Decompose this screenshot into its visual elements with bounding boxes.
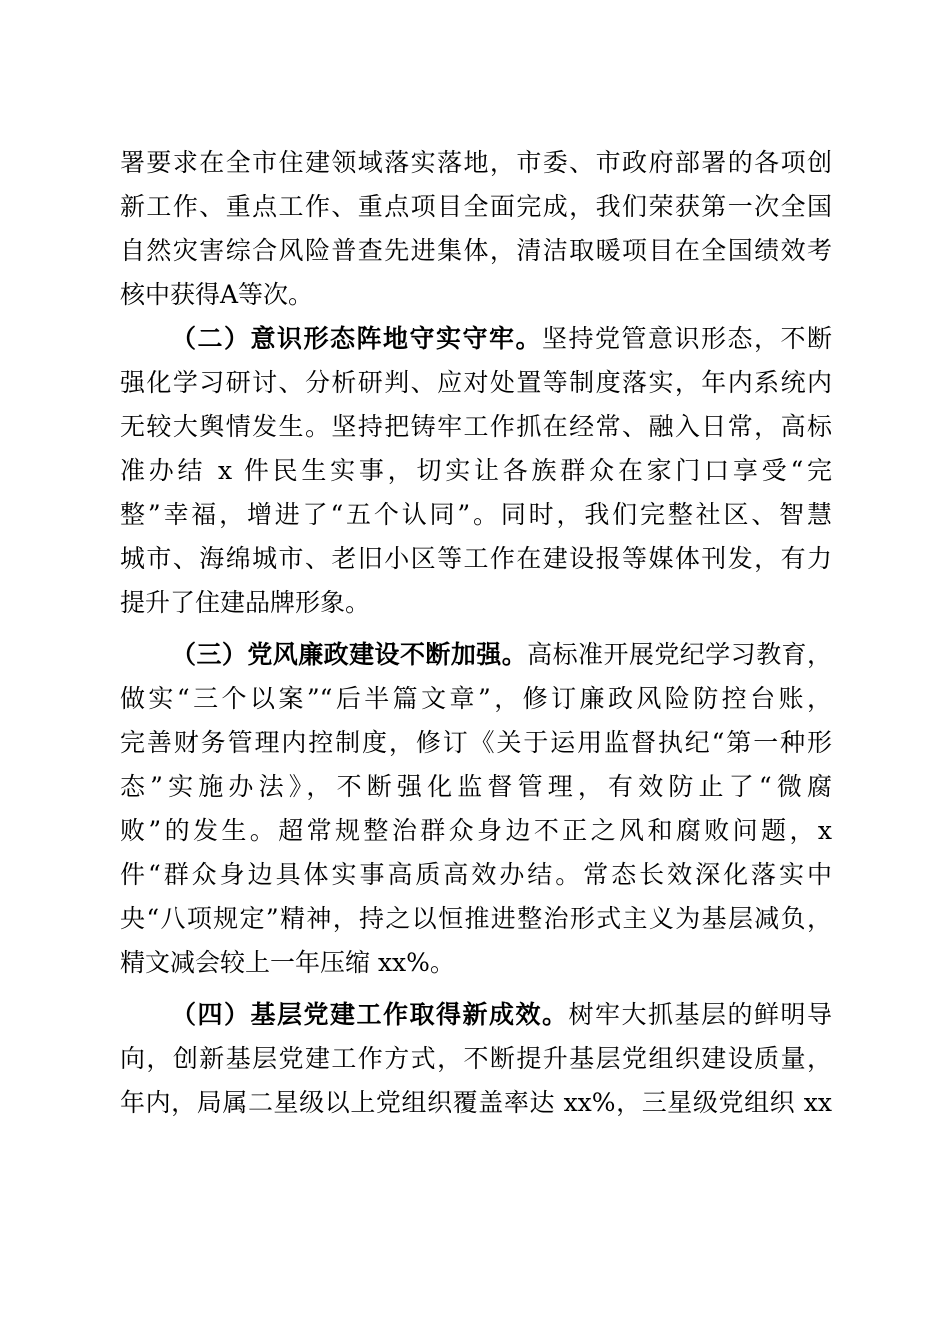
- paragraph-3-line-2: 做实“三个以案”“后半篇文章”，修订廉政风险防控台账，: [120, 684, 832, 713]
- paragraph-2-line-7: 提升了住建品牌形象。: [120, 588, 371, 617]
- paragraph-4-line-1: 树牢大抓基层的鲜明导: [568, 1000, 832, 1029]
- paragraph-3-line-3: 完善财务管理内控制度，修订《关于运用监督执纪“第一种形: [120, 728, 832, 757]
- paragraph-3-line-4: 态”实施办法》，不断强化监督管理，有效防止了“微腐: [120, 772, 832, 801]
- paragraph-3-heading: （三）党风廉政建设不断加强。: [171, 640, 528, 669]
- paragraph-3-line-1: 高标准开展党纪学习教育，: [527, 640, 832, 669]
- paragraph-2-line-1: 坚持党管意识形态，不断: [541, 324, 832, 353]
- paragraph-4-line-3: 年内，局属二星级以上党组织覆盖率达 xx%，三星级党组织 xx: [120, 1088, 832, 1117]
- paragraph-4-line-2: 向，创新基层党建工作方式，不断提升基层党组织建设质量，: [120, 1044, 832, 1073]
- paragraph-4-first-line: [171, 995, 832, 1035]
- paragraph-2-line-6: 城市、海绵城市、老旧小区等工作在建设报等媒体刊发，有力: [120, 544, 832, 573]
- paragraph-3-line-7: 央“八项规定”精神，持之以恒推进整治形式主义为基层减负，: [120, 904, 832, 933]
- paragraph-1-line-2: 新工作、重点工作、重点项目全面完成，我们荣获第一次全国: [120, 192, 832, 221]
- paragraph-3-first-line: [171, 635, 832, 675]
- paragraph-1-line-1: 署要求在全市住建领域落实落地，市委、市政府部署的各项创: [120, 148, 832, 177]
- paragraph-2-first-line: [171, 319, 832, 359]
- paragraph-2-line-5: 整”幸福，增进了“五个认同”。同时，我们完整社区、智慧: [120, 500, 832, 529]
- paragraph-2-heading: （二）意识形态阵地守实守牢。: [171, 324, 542, 353]
- paragraph-3-line-8: 精文减会较上一年压缩 xx%。: [120, 948, 455, 977]
- paragraph-3-line-6: 件“群众身边具体实事高质高效办结。常态长效深化落实中: [120, 860, 832, 889]
- paragraph-3-line-5: 败”的发生。超常规整治群众身边不正之风和腐败问题，x: [120, 816, 832, 845]
- paragraph-2-line-4: 准办结 x 件民生实事，切实让各族群众在家门口享受“完: [120, 456, 832, 485]
- paragraph-1-line-3: 自然灾害综合风险普查先进集体，清洁取暖项目在全国绩效考: [120, 236, 832, 265]
- paragraph-1-line-4: 核中获得A等次。: [120, 280, 314, 309]
- paragraph-2-line-3: 无较大舆情发生。坚持把铸牢工作抓在经常、融入日常，高标: [120, 412, 832, 441]
- paragraph-4-heading: （四）基层党建工作取得新成效。: [171, 1000, 569, 1029]
- paragraph-2-line-2: 强化学习研讨、分析研判、应对处置等制度落实，年内系统内: [120, 368, 832, 397]
